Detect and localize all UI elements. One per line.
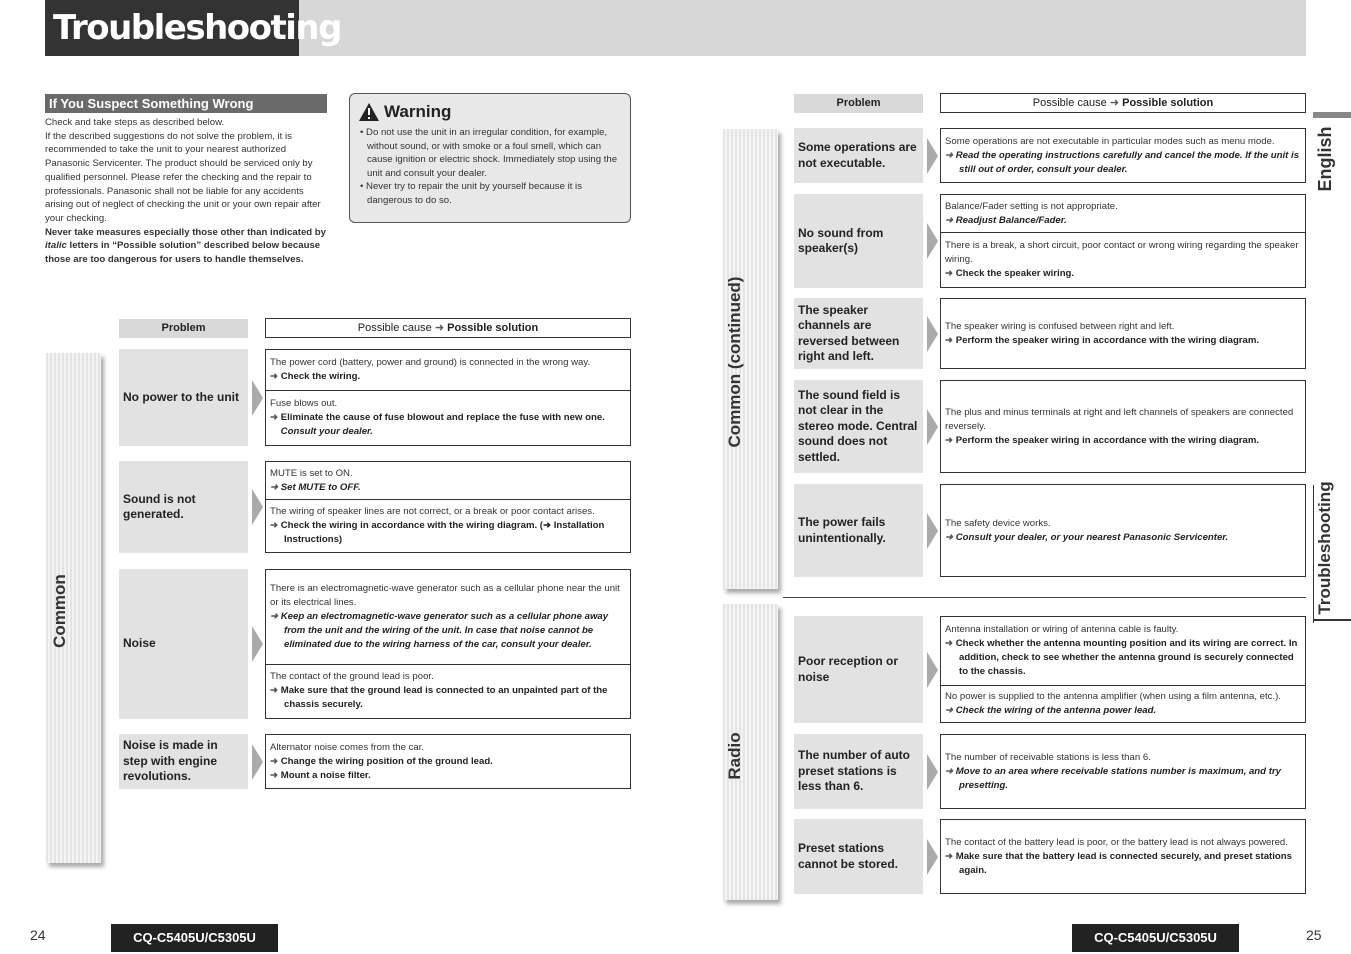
arrow-icon bbox=[927, 839, 938, 875]
problem-cell bbox=[794, 298, 923, 369]
cause-text: No power is supplied to the antenna amplifier (when using a film antenna, etc.). bbox=[945, 691, 1281, 702]
solution-cell bbox=[940, 616, 1306, 723]
cause-text: The safety device works. bbox=[945, 517, 1051, 529]
problem-text: Some operations are not executable. bbox=[798, 140, 917, 170]
solution-cell bbox=[265, 461, 631, 553]
problem-text: No power to the unit bbox=[123, 389, 239, 404]
arrow-icon bbox=[927, 138, 938, 174]
arrow-icon bbox=[252, 626, 263, 662]
arrow-icon bbox=[927, 652, 938, 688]
arrow-right-icon: ➜ bbox=[945, 334, 956, 346]
arrow-icon bbox=[927, 316, 938, 352]
problem-text: The number of auto preset stations is less than 6. bbox=[798, 748, 910, 794]
arrow-right-icon: ➜ bbox=[945, 531, 956, 543]
solution-cell bbox=[940, 819, 1306, 894]
solution-cell bbox=[940, 194, 1306, 288]
cause-solution-entry bbox=[266, 350, 630, 390]
arrow-right-icon: ➜ bbox=[945, 765, 956, 777]
arrow-icon bbox=[927, 513, 938, 549]
solution-cell bbox=[940, 128, 1306, 183]
section-label-radio: Radio bbox=[725, 732, 744, 780]
problem-text: Sound is not generated. bbox=[123, 491, 196, 521]
cause-text: There is an electromagnetic-wave generator such as a cellular phone near the unit or its electrical lines. bbox=[270, 582, 620, 608]
problem-cell bbox=[794, 616, 923, 723]
intro-line: If the described suggestions do not solve the problem, it is recommended to take the unit to your nearest authorized Panasonic Servicenter. The product should be serviced only by qualified personnel. Please refer the checking and the repair to professionals. Panasonic shall not be liable for any accidents arising out of neglect of checking the unit or your own repair after your checking. bbox=[45, 130, 321, 224]
solution-text: ➜ Read the operating instructions carefully and cancel the mode. If the unit is still out of order, consult your dealer. bbox=[945, 149, 1300, 175]
problem-text: Noise is made in step with engine revolutions. bbox=[123, 738, 218, 784]
problem-cell bbox=[794, 484, 923, 577]
solution-text: Consult your dealer. bbox=[270, 425, 626, 439]
cause-solution-entry bbox=[266, 390, 630, 445]
arrow-icon bbox=[252, 489, 263, 525]
cause-solution-entry bbox=[941, 381, 1305, 472]
problem-text: No sound from speaker(s) bbox=[798, 225, 884, 255]
solution-text: ➜ Make sure that the ground lead is connected to an unpainted part of the chassis securely. bbox=[270, 685, 608, 711]
warning-box bbox=[349, 93, 631, 223]
arrow-right-icon: ➜ bbox=[945, 149, 956, 161]
arrow-icon bbox=[927, 409, 938, 445]
solution-cell bbox=[265, 569, 631, 719]
arrow-right-icon bbox=[270, 426, 281, 437]
cause-solution-entry bbox=[266, 664, 630, 718]
arrow-right-icon: ➜ bbox=[270, 481, 281, 493]
arrow-right-icon: ➜ bbox=[270, 610, 281, 622]
intro-text bbox=[45, 116, 329, 267]
arrow-right-icon: ➜ bbox=[945, 638, 956, 649]
problem-cell bbox=[119, 734, 248, 789]
cause-solution-entry bbox=[941, 195, 1305, 232]
problem-text: Poor reception or noise bbox=[798, 654, 899, 684]
arrow-right-icon: ➜ bbox=[270, 412, 281, 424]
cause-solution-entry bbox=[941, 820, 1305, 893]
page-number-right: 25 bbox=[1306, 927, 1322, 943]
tab-line bbox=[1313, 619, 1351, 621]
cause-solution-entry bbox=[941, 232, 1305, 287]
solution-text: ➜ Make sure that the battery lead is connected securely, and preset stations again. bbox=[945, 850, 1292, 876]
cause-text: Balance/Fader setting is not appropriate. bbox=[945, 200, 1118, 212]
cause-text: MUTE is set to ON. bbox=[270, 467, 353, 479]
warning-heading: Warning bbox=[358, 100, 622, 124]
arrow-right-icon: ➜ bbox=[270, 371, 281, 383]
arrow-right-icon: ➜ bbox=[270, 755, 281, 767]
arrow-icon bbox=[927, 754, 938, 790]
solution-text: ➜ Consult your dealer, or your nearest Panasonic Servicenter. bbox=[945, 531, 1229, 543]
cause-solution-entry bbox=[941, 735, 1305, 808]
problem-cell bbox=[794, 128, 923, 183]
problem-text: The speaker channels are reversed between right and left. bbox=[798, 302, 900, 363]
page-title: Troubleshooting bbox=[45, 0, 299, 56]
cause-solution-entry bbox=[941, 299, 1305, 368]
cause-text: There is a break, a short circuit, poor contact or wrong wiring regarding the speaker wiring. bbox=[945, 240, 1299, 266]
solution-cell bbox=[940, 484, 1306, 577]
solution-text: ➜ Set MUTE to OFF. bbox=[270, 481, 361, 493]
cause-solution-entry bbox=[266, 570, 630, 664]
cause-solution-entry bbox=[266, 735, 630, 788]
section-label-common-continued: Common (continued) bbox=[725, 276, 744, 448]
cause-solution-entry bbox=[941, 129, 1305, 182]
header-problem: Problem bbox=[119, 319, 248, 338]
problem-cell bbox=[119, 569, 248, 719]
arrow-icon bbox=[927, 223, 938, 259]
solution-cell bbox=[940, 380, 1306, 473]
arrow-right-icon: ➜ bbox=[945, 434, 956, 446]
warning-list bbox=[358, 126, 622, 207]
cause-solution-entry bbox=[941, 485, 1305, 576]
cause-text: Fuse blows out. bbox=[270, 398, 338, 410]
problem-cell bbox=[794, 194, 923, 288]
section-label-common: Common bbox=[50, 574, 69, 648]
cause-solution-entry bbox=[266, 462, 630, 499]
cause-text: The contact of the battery lead is poor, or the battery lead is not always powered. bbox=[945, 836, 1288, 848]
warning-icon bbox=[358, 102, 380, 122]
cause-solution-entry bbox=[941, 617, 1305, 685]
cause-text: Some operations are not executable in particular modes such as menu mode. bbox=[945, 135, 1275, 147]
arrow-right-icon: ➜ bbox=[945, 850, 956, 862]
model-number-left: CQ-C5405U/C5305U bbox=[111, 924, 278, 952]
cause-text: The speaker wiring is confused between right and left. bbox=[945, 320, 1175, 332]
section-heading: If You Suspect Something Wrong bbox=[45, 94, 327, 113]
solution-text: ➜ Readjust Balance/Fader. bbox=[945, 214, 1067, 226]
intro-line: Check and take steps as described below. bbox=[45, 117, 225, 128]
problem-text: The power fails unintentionally. bbox=[798, 515, 886, 545]
arrow-right-icon: ➜ bbox=[945, 705, 956, 716]
solution-text: ➜ Check the wiring in accordance with the wiring diagram. (➜ Installation Instructions) bbox=[270, 520, 605, 546]
header-cause-solution: Possible cause ➜ Possible solution bbox=[265, 318, 631, 338]
arrow-right-icon: ➜ bbox=[270, 685, 281, 697]
solution-cell bbox=[940, 734, 1306, 809]
solution-text: ➜ Mount a noise filter. bbox=[270, 769, 371, 781]
tab-line bbox=[1313, 485, 1314, 623]
solution-text: ➜ Check the speaker wiring. bbox=[945, 268, 1075, 280]
solution-cell bbox=[265, 349, 631, 446]
header-cause-solution: Possible cause ➜ Possible solution bbox=[940, 93, 1306, 113]
cause-text: The contact of the ground lead is poor. bbox=[270, 671, 434, 683]
solution-cell bbox=[265, 734, 631, 789]
section-divider bbox=[783, 597, 1306, 598]
solution-text: ➜ Change the wiring position of the ground lead. bbox=[270, 755, 493, 767]
problem-text: Noise bbox=[123, 636, 156, 651]
arrow-icon bbox=[252, 744, 263, 780]
model-number-right: CQ-C5405U/C5305U bbox=[1072, 924, 1239, 952]
arrow-right-icon: ➜ bbox=[945, 268, 956, 280]
solution-text: ➜ Check the wiring of the antenna power lead. bbox=[945, 705, 1157, 716]
cause-text: Alternator noise comes from the car. bbox=[270, 741, 425, 753]
problem-cell bbox=[119, 461, 248, 553]
problem-cell bbox=[794, 819, 923, 894]
cause-text: Antenna installation or wiring of antenna cable is faulty. bbox=[945, 624, 1179, 635]
cause-text: The number of receivable stations is less than 6. bbox=[945, 751, 1151, 763]
intro-caution: Never take measures especially those other than indicated by italic letters in “Possible solution” described below because those are too dangerous for users to handle themselves. bbox=[45, 226, 326, 266]
cause-text: The power cord (battery, power and ground) is connected in the wrong way. bbox=[270, 357, 591, 369]
warning-item: • Do not use the unit in an irregular condition, for example, without sound, or with smoke or a foul smell, which can cause ignition or electric shock. Immediately stop using the unit and consult your dealer. bbox=[360, 127, 618, 179]
problem-cell bbox=[794, 734, 923, 809]
header-problem: Problem bbox=[794, 94, 923, 113]
problem-text: The sound field is not clear in the stereo mode. Central sound does not settled. bbox=[798, 387, 918, 464]
arrow-right-icon: ➜ bbox=[270, 769, 281, 781]
solution-text: ➜ Move to an area where receivable stations number is maximum, and try presetting. bbox=[945, 765, 1281, 791]
cause-text: The plus and minus terminals at right and left channels of speakers are connected reversely. bbox=[945, 406, 1294, 432]
problem-cell bbox=[794, 380, 923, 473]
solution-text: ➜ Keep an electromagnetic-wave generator such as a cellular phone away from the unit and the wiring of the unit. In case that noise cannot be eliminated due to the wiring harness of the car, consult your dealer. bbox=[270, 610, 609, 650]
cause-solution-entry bbox=[941, 685, 1305, 722]
problem-text: Preset stations cannot be stored. bbox=[798, 841, 899, 871]
side-tab-language: English bbox=[1315, 126, 1335, 192]
cause-solution-entry bbox=[266, 499, 630, 552]
side-tab-chapter: Troubleshooting bbox=[1315, 481, 1334, 615]
arrow-right-icon: ➜ bbox=[945, 214, 956, 226]
solution-text: ➜ Perform the speaker wiring in accordance with the wiring diagram. bbox=[945, 334, 1260, 346]
arrow-right-icon: ➜ bbox=[270, 520, 281, 532]
arrow-icon bbox=[252, 380, 263, 416]
problem-cell bbox=[119, 349, 248, 446]
solution-cell bbox=[940, 298, 1306, 369]
cause-text: The wiring of speaker lines are not correct, or a break or poor contact arises. bbox=[270, 506, 595, 518]
solution-text: ➜ Perform the speaker wiring in accordance with the wiring diagram. bbox=[945, 434, 1260, 446]
solution-text: ➜ Check whether the antenna mounting position and its wiring are correct. In addition, check to see whether the antenna ground is securely connected to the chassis. bbox=[945, 638, 1298, 677]
solution-text: ➜ Check the wiring. bbox=[270, 371, 361, 383]
warning-item: • Never try to repair the unit by yourself because it is dangerous to do so. bbox=[360, 181, 582, 206]
page-number-left: 24 bbox=[30, 927, 46, 943]
solution-text: ➜ Eliminate the cause of fuse blowout and replace the fuse with new one. bbox=[270, 412, 605, 424]
